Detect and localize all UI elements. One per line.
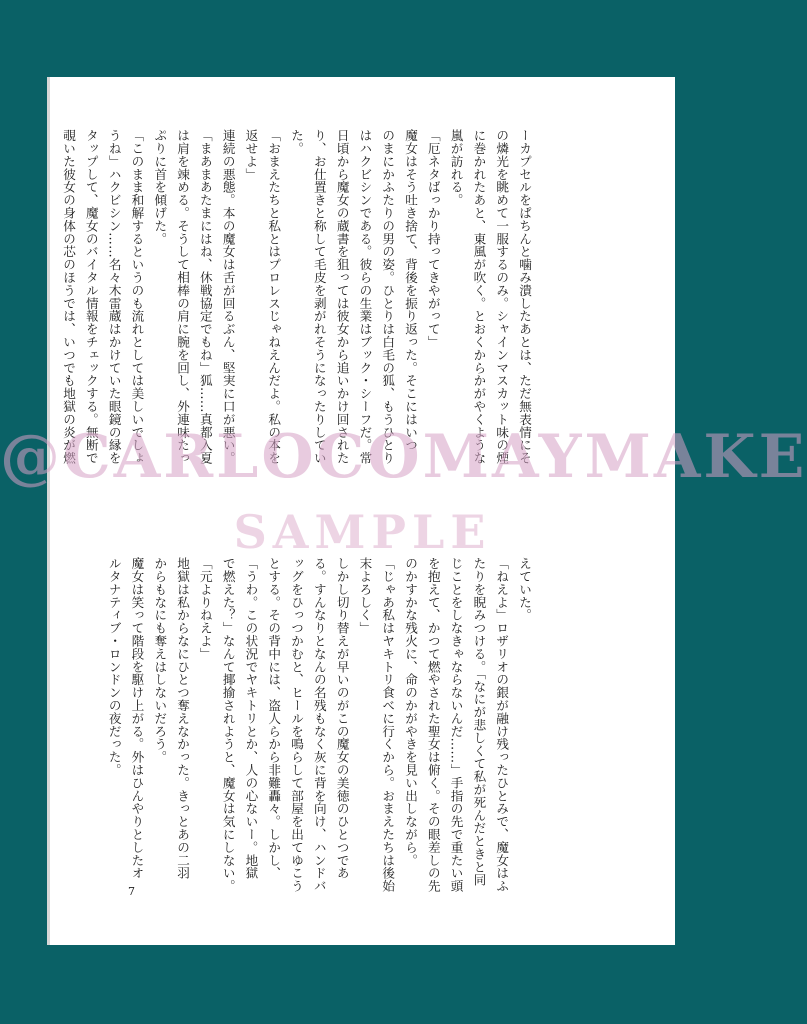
text-line: 「まあまあたまにはね、休戦協定でもね」狐……真都入夏 (197, 129, 213, 465)
text-line: 「厄ネタばっかり持ってきやがって」 (425, 129, 441, 349)
text-block-lower (95, 557, 535, 975)
text-line: タップして、魔女のバイタル情報をチェックする。無断で (83, 129, 99, 465)
text-line: ぷりに首を傾げた。 (152, 129, 168, 246)
text-line: 地獄は私からなにひとつ奪えなかった。きっとあの二羽 (175, 557, 191, 880)
text-line: のまにかふたりの男の姿。ひとりは白毛の狐、もうひとり (380, 129, 396, 465)
text-line: で燃えた？」なんて揶揄されようと、魔女は気にしない。 (220, 557, 236, 893)
text-line: ーカプセルをぱちんと噛み潰したあとは、ただ無表情にそ (517, 129, 532, 465)
text-line: うね」ハクビシン……名々木雷蔵はかけていた眼鏡の縁を (106, 129, 122, 465)
text-line: た。 (289, 129, 305, 155)
text-line: からもなにも奪えはしないだろう。 (152, 557, 168, 764)
text-line: じことをしなきゃならないんだ……」手指の先で重たい頭 (448, 557, 464, 893)
book-page (50, 77, 675, 945)
text-line: 「このまま和解するというのも流れとしては美しいでしょ (129, 129, 145, 465)
text-line: 覗いた彼女の身体の芯のほうでは、いつでも地獄の炎が燃 (61, 129, 77, 465)
text-line: 「おまえたちと私とはプロレスじゃねえんだよ。私の本を (266, 129, 282, 465)
text-line: 日頃から魔女の蔵書を狙っては彼女から追いかけ回された (334, 129, 350, 465)
text-line: はハクビシンである。彼らの生業はブック・シーフだ。常 (357, 129, 373, 465)
text-line: は肩を竦める。そうして相棒の肩に腕を回し、外連味たっ (175, 129, 191, 465)
text-line: に巻かれたあと、東風が吹く。とおくからかがやくような (471, 129, 487, 465)
text-line: ッグをひっつかむと、ヒールを鳴らして部屋を出てゆこう (289, 557, 305, 893)
watermark-sample: SAMPLE (233, 505, 492, 559)
text-line: しかし切り替えが早いのがこの魔女の美徳のひとつであ (334, 557, 350, 880)
text-line: る。すんなりとなんの名残もなく灰に背を向け、ハンドバ (311, 557, 327, 893)
text-line: を抱えて、かつて燃やされた聖女は俯く。その眼差しの先 (425, 557, 441, 893)
text-line: 末よろしく」 (357, 557, 373, 635)
text-line: のかすかな残火に、命のかがやきを見い出しながら。 (403, 557, 419, 867)
text-line: えていた。 (517, 557, 532, 622)
text-line: 連続の悪態。本の魔女は舌が回るぶん、堅実に口が悪い。 (220, 129, 236, 465)
text-line: 嵐が訪れる。 (448, 129, 464, 207)
text-line: ルタナティブ・ロンドンの夜だった。 (106, 557, 122, 777)
text-line: 「じゃあ私はヤキトリ食べに行くから。おまえたちは後始 (380, 557, 396, 893)
text-line: の燐光を眺めて一服するのみ。シャインマスカット味の煙 (494, 129, 510, 465)
text-line: 魔女は笑って階段を駆け上がる。外はひんやりとしたオ (129, 557, 145, 880)
text-line: 返せよ」 (243, 129, 259, 181)
text-block-upper (61, 129, 535, 547)
text-line: たりを睨みつける。「なにが悲しくて私が死んだときと同 (471, 557, 487, 887)
watermark-handle: @CARLOCOMAYMAKE (0, 422, 807, 492)
text-line: 「ねえよ」ロザリオの銀が融け残ったひとみで、魔女はふ (494, 557, 510, 893)
text-line: 魔女はそう吐き捨て、背後を振り返った。そこにはいつ (403, 129, 419, 452)
text-line: 「うわ。この状況でヤキトリとか、人の心ないー。地獄 (243, 557, 259, 880)
text-line: 「元よりねえよ」 (197, 557, 213, 661)
text-line: とする。その背中には、盗人らから非難轟々。しかし、 (266, 557, 282, 880)
page-number: 7 (128, 885, 135, 898)
text-line: り、お仕置きと称して毛皮を剥がれそうになったりしてい (311, 129, 327, 465)
